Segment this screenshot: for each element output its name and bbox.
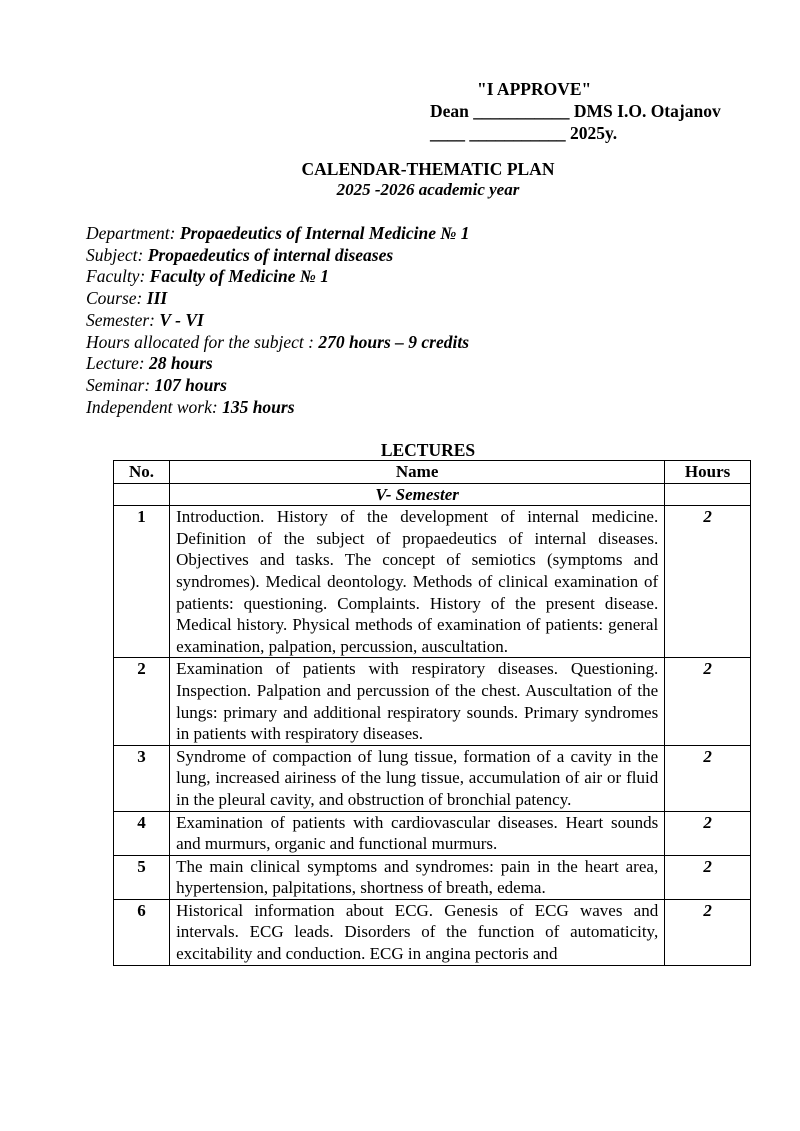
info-hours-allocated: Hours allocated for the subject : 270 hours – 9 credits	[86, 331, 470, 352]
table-row	[114, 855, 751, 899]
info-lecture: Lecture: 28 hours	[86, 353, 213, 374]
table-header-row	[114, 461, 751, 484]
info-department: Department: Propaedeutics of Internal Medicine № 1	[86, 223, 470, 243]
lecture-name: Introduction. History of the development of internal medicine. Definition of the subject of propaedeutics of internal diseases. Objectives and tasks. The concept of semiotics (symptoms and syndromes). Medical deontology. Methods of clinical examination of patients: questioning. Complaints. History of the present disease. Medical history. Physical methods of examination of patients: general examination, palpation, percussion, auscultation.	[170, 506, 665, 658]
approval-block	[430, 78, 721, 144]
lecture-hours: 2	[665, 658, 751, 745]
semester-label: V- Semester	[170, 483, 665, 506]
column-header-no: No.	[114, 461, 170, 484]
dean-signature-line: Dean ___________ DMS I.O. Otajanov	[430, 101, 721, 121]
info-seminar: Seminar: 107 hours	[86, 374, 227, 395]
lecture-name: Examination of patients with cardiovascular diseases. Heart sounds and murmurs, organic and functional murmurs.	[170, 811, 665, 855]
lecture-number: 6	[114, 899, 170, 965]
lecture-number: 4	[114, 811, 170, 855]
lecture-hours: 2	[665, 855, 751, 899]
lecture-hours: 2	[665, 745, 751, 811]
lecture-hours: 2	[665, 899, 751, 965]
approval-date-line: ____ ___________ 2025y.	[430, 123, 618, 143]
lectures-heading: LECTURES	[380, 440, 476, 460]
approval-heading: "I APPROVE"	[477, 79, 592, 99]
table-row	[114, 811, 751, 855]
table-row	[114, 745, 751, 811]
info-course: Course: III	[86, 288, 168, 309]
lecture-number: 3	[114, 745, 170, 811]
lecture-hours: 2	[665, 811, 751, 855]
column-header-hours: Hours	[665, 461, 751, 484]
info-subject: Subject: Propaedeutics of internal diseases	[86, 244, 394, 265]
lecture-number: 5	[114, 855, 170, 899]
column-header-name: Name	[170, 461, 665, 484]
academic-year: 2025 -2026 academic year	[336, 180, 520, 199]
lectures-table	[113, 460, 751, 966]
course-info	[86, 223, 470, 418]
lecture-hours: 2	[665, 506, 751, 658]
table-row	[114, 899, 751, 965]
lecture-name: Syndrome of compaction of lung tissue, formation of a cavity in the lung, increased airiness of the lung tissue, accumulation of air or fluid in the pleural cavity, and obstruction of bronchial patency.	[170, 745, 665, 811]
info-semester: Semester: V - VI	[86, 309, 204, 330]
table-row	[114, 506, 751, 658]
lecture-number: 1	[114, 506, 170, 658]
lecture-name: The main clinical symptoms and syndromes: pain in the heart area, hypertension, palpitations, shortness of breath, edema.	[170, 855, 665, 899]
lecture-name: Examination of patients with respiratory diseases. Questioning. Inspection. Palpation and percussion of the chest. Auscultation of the lungs: primary and additional respiratory sounds. Primary syndromes in patients with respiratory diseases.	[170, 658, 665, 745]
plan-title: CALENDAR-THEMATIC PLAN	[301, 159, 555, 179]
table-row	[114, 658, 751, 745]
semester-row	[114, 483, 751, 506]
info-faculty: Faculty: Faculty of Medicine № 1	[86, 266, 329, 287]
lecture-number: 2	[114, 658, 170, 745]
lecture-name: Historical information about ECG. Genesis of ECG waves and intervals. ECG leads. Disorders of the function of automaticity, excitability and conduction. ECG in angina pectoris and	[170, 899, 665, 965]
info-independent-work: Independent work: 135 hours	[86, 396, 295, 417]
